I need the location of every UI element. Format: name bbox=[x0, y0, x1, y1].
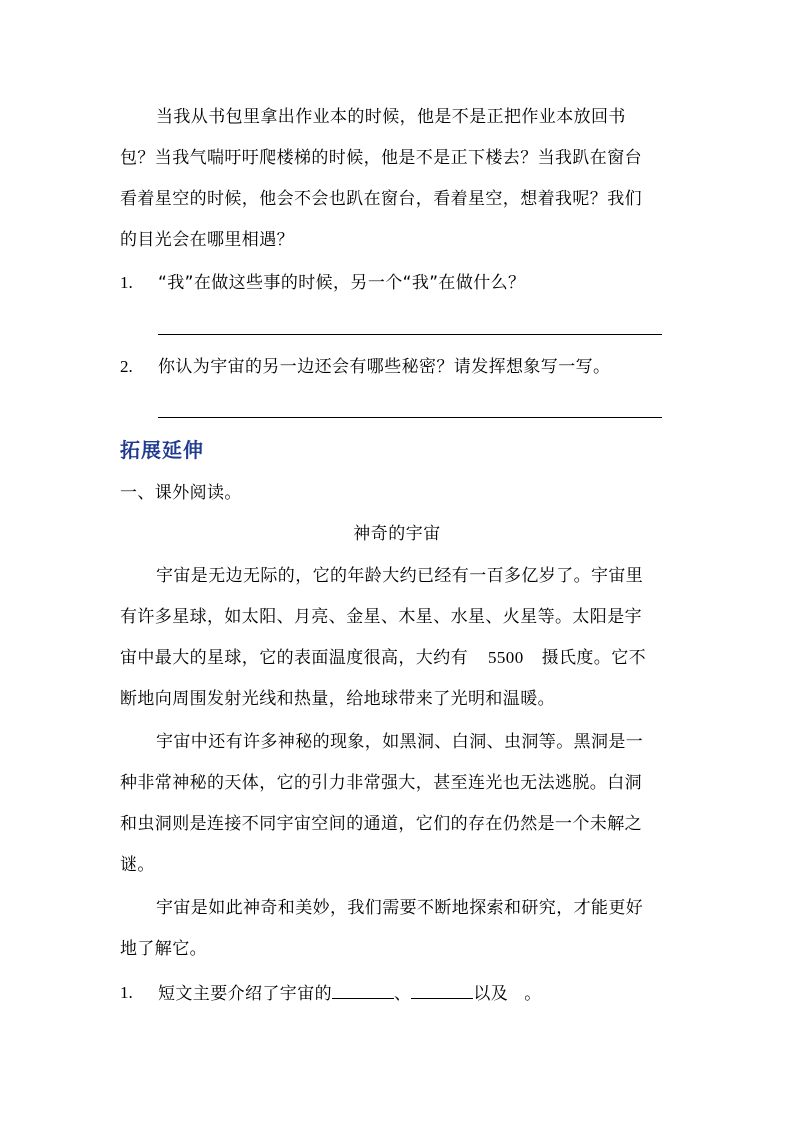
passage2-p1-line-2: 有许多星球，如太阳、月亮、金星、木星、水星、火星等。太阳是宇 bbox=[120, 607, 642, 627]
question-1-text: “我”在做这些事的时候，另一个“我”在做什么？ bbox=[158, 273, 526, 293]
passage2-p3-line-1: 宇宙是如此神奇和美妙，我们需要不断地探索和研究，才能更好 bbox=[156, 898, 644, 918]
passage2-p1-line-3-text: 宙中最大的星球，它的表面温度很高，大约有 bbox=[120, 648, 468, 668]
question-1-number: 1. bbox=[120, 273, 133, 292]
passage2-p2-line-1: 宇宙中还有许多神秘的现象，如黑洞、白洞、虫洞等。黑洞是一 bbox=[156, 732, 644, 752]
question-1-answer-line[interactable] bbox=[158, 334, 662, 335]
passage2-p2-line-2: 种非常神秘的天体，它的引力非常强大，甚至连光也无法逃脱。白洞 bbox=[120, 773, 642, 793]
passage2-p2-line-3: 和虫洞则是连接不同宇宙空间的通道，它们的存在仍然是一个未解之 bbox=[120, 814, 642, 834]
passage2-p2-line-4: 谜。 bbox=[120, 855, 155, 875]
question-3-number: 1. bbox=[120, 983, 133, 1002]
section-part-label: 一、课外阅读。 bbox=[120, 483, 242, 503]
question-2-number: 2. bbox=[120, 357, 133, 376]
passage2-p1-line-1: 宇宙是无边无际的，它的年龄大约已经有一百多亿岁了。宇宙里 bbox=[156, 566, 644, 586]
temperature-value: 5500 bbox=[488, 648, 524, 667]
question-3-text-a: 短文主要介绍了宇宙的 bbox=[158, 984, 332, 1004]
passage1-line-1: 当我从书包里拿出作业本的时候，他是不是正把作业本放回书 bbox=[156, 107, 626, 127]
passage2-p1-line-4: 断地向周围发射光线和热量，给地球带来了光明和温暖。 bbox=[120, 689, 555, 709]
question-3-text bbox=[158, 982, 542, 1005]
passage2-p1-line-3-end: 摄氏度。它不 bbox=[541, 648, 647, 668]
question-3-text-b: 以及 bbox=[473, 984, 509, 1004]
fill-blank-2[interactable] bbox=[411, 982, 473, 999]
fill-blank-1[interactable] bbox=[332, 982, 394, 999]
passage-title: 神奇的宇宙 bbox=[353, 524, 441, 544]
passage1-line-4: 的目光会在哪里相遇？ bbox=[120, 230, 294, 250]
passage2-p1-line-3 bbox=[120, 647, 646, 669]
passage1-line-2: 包？当我气喘吁吁爬楼梯的时候，他是不是正下楼去？当我趴在窗台 bbox=[120, 148, 642, 168]
question-2-text: 你认为宇宙的另一边还会有哪些秘密？请发挥想象写一写。 bbox=[158, 357, 611, 377]
section-heading: 拓展延伸 bbox=[120, 438, 204, 462]
question-3-sep: 、 bbox=[394, 984, 412, 1004]
passage2-p3-line-2: 地了解它。 bbox=[120, 939, 207, 959]
passage1-line-3: 看着星空的时候，他会不会也趴在窗台，看着星空，想着我呢？我们 bbox=[120, 189, 642, 209]
question-3-end: 。 bbox=[524, 984, 542, 1004]
question-2-answer-line[interactable] bbox=[158, 417, 662, 418]
